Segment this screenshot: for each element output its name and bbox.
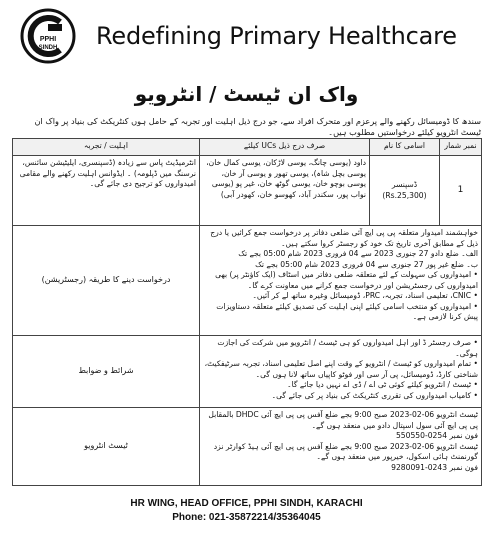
header-sno: نمبر شمار [440,139,482,156]
terms-heading: شرائط و ضوابط [13,336,200,408]
test-section [13,408,482,486]
apply-lines: خواہشمند امیدوار متعلقہ پی پی ایچ آئی ضلعی دفاتر پر درخواست جمع کرائیں یا درج ذیل کے مطابق آخری تاریخ تک خود کو رجسٹر کروا سکتے ہیں۔ الف۔ ضلع دادو 27 جنوری 2023 سے 04 فروری 2023 شام 05:00 بجے تک ب۔ ضلع غیر پور 27 جنوری سے 04 فروری 2023 شام 05:00 بجے تک • امیدواروں کی سہولت کے لئے متعلقہ ضلعی دفاتر میں اسٹاف (ایک کاؤنٹر پر) بھی امیدواروں کی رجسٹریشن اور درخواست جمع کرانے میں معاونت کرے گا۔ • CNIC، تعلیمی اسناد، تجربہ، PRC، ڈومیسائل وغیرہ ساتھ لے کر آئیں۔ • امیدواروں کو منتخب اسامی کیلئے اپنی اہلیت کی تصدیق کیلئے متعلقہ دستاویزات پیش کرنا لازمی ہے۔ [200,226,482,336]
headline: Redefining Primary Healthcare [96,22,457,50]
post-salary: (Rs.25,300) [382,190,427,200]
header-post: اسامی کا نام [370,139,440,156]
header-ucs: صرف درج ذیل UCs کیلئے [200,139,370,156]
row-post [370,156,440,226]
terms-lines: • صرف رجسٹر ڈ اور اہل امیدواروں کو ہی ٹیسٹ / انٹرویو میں شرکت کی اجازت ہوگی۔ • تمام امیدواروں کو ٹیسٹ / انٹرویو کے وقت اپنے اصل تعلیمی اسناد، تجربہ سرٹیفکیٹ، شناختی کارڈ، ڈومیسائل، پی آر سی اور فوٹو کاپیاں ساتھ لانا ہوں گی۔ • ٹیسٹ / انٹرویو کیلئے کوئی ٹی اے / ڈی اے نہیں دیا جائے گا۔ • کامیاب امیدواروں کی تقرری کنٹریکٹ کی بنیاد پر کی جائے گی۔ [200,336,482,408]
table-header-row [13,139,482,156]
footer [8,497,485,525]
row-ucs: داود (یوسی چانگ، یوسی لاڑکان، یوسی کمال خان، یوسی بچل شاہ)، یوسی تھور و یوسی آر خان، یوسی بوچو خان، یوسی گوٹھ خان، غیر پو (یوسی نواب پور، سکندر آباد، کھوسو خان، کھودر آبی) [200,156,370,226]
table-row [13,156,482,226]
test-heading: ٹیسٹ انٹرویو [13,408,200,486]
logo-text: PPHI [39,36,57,43]
page-title: واک ان ٹیسٹ / انٹرویو [134,82,359,106]
svg-text:SINDH: SINDH [38,45,58,51]
apply-section [13,226,482,336]
footer-address: HR WING, HEAD OFFICE, PPHI SINDH, KARACHI [130,498,363,509]
test-lines: ٹیسٹ انٹرویو 06-02-2023 صبح 9:00 بجے ضلع آفس پی پی ایچ آئی DHDC بالمقابل پی پی ایچ آئی سول اسپتال دادو میں منعقد ہوں گے۔ فون نمبر 0254-550550 ٹیسٹ انٹرویو 06-02-2023 صبح 9:00 بجے ضلع آفس پی پی ایچ آئی ہیڈ کوارٹر نزد گورنمنٹ ہائی اسکول، خیرپور میں منعقد ہوں گے۔ فون نمبر 0243-9280091 [200,408,482,486]
row-qualification: انٹرمیڈیٹ پاس سے زیادہ (ڈسپنسری، ایلیٹیشن سائنس، نرسنگ میں ڈپلومہ) ۔ ایڈوانس اہلیت رکھنے والے مقامی امیدواروں کو ترجیح دی جائے گی۔ [13,156,200,226]
apply-heading: درخواست دینے کا طریقہ (رجسٹریشن) [13,226,200,336]
header-qualification: اہلیت / تجربہ [13,139,200,156]
pphi-logo [20,8,76,64]
advertisement-page [8,6,485,535]
jobs-table [12,138,482,486]
intro-text: سندھ کا ڈومیسائل رکھنے والے پرعزم اور متحرک افراد سے، جو درج ذیل اہلیت اور تجربہ کے حامل ہوں کنٹریکٹ کی بنیاد پر واک ان ٹیسٹ انٹرویو کیلئے درخواستیں مطلوب ہیں۔ [34,116,481,137]
post-name: ڈسپنسر [391,180,418,189]
row-sno: 1 [440,156,482,226]
footer-phone: Phone: 021-35872214/35364045 [172,512,321,523]
header [8,6,485,78]
terms-section [13,336,482,408]
